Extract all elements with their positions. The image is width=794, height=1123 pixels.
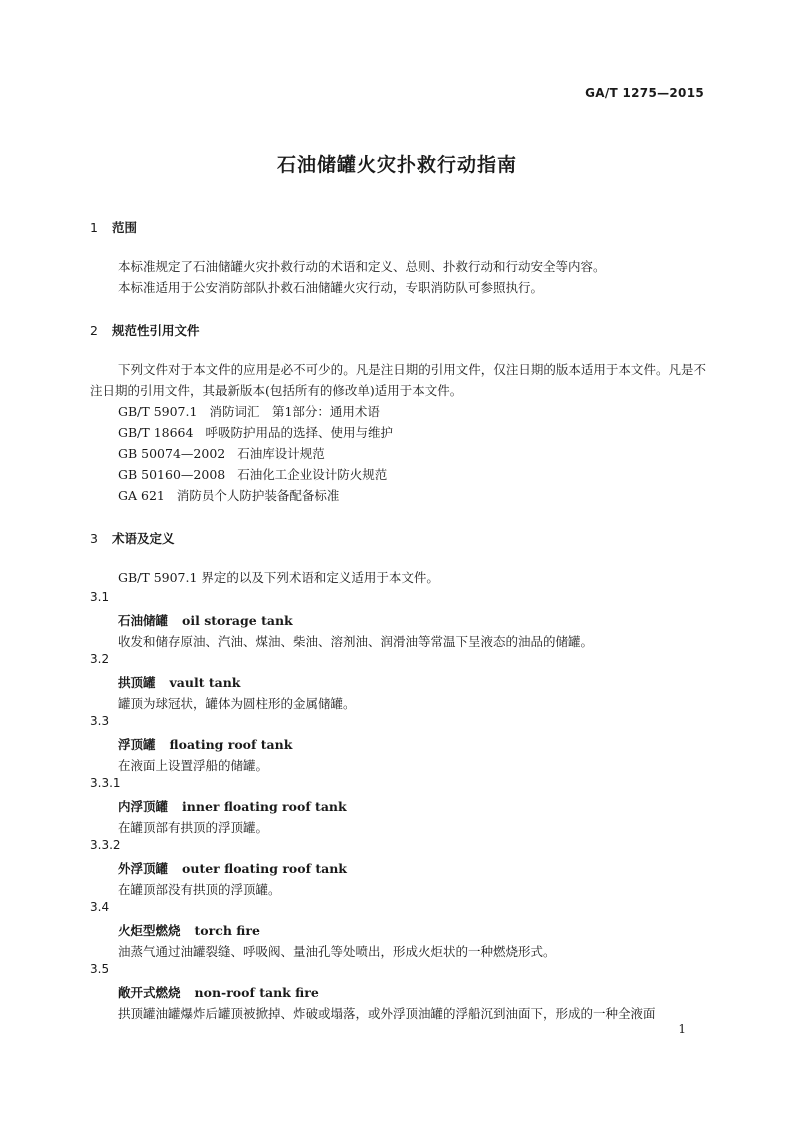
term-number: 3.3.2 bbox=[90, 838, 121, 852]
term-number: 3.4 bbox=[90, 900, 110, 914]
section-number: 1 bbox=[90, 220, 98, 235]
term-heading bbox=[118, 797, 347, 815]
section-number: 3 bbox=[90, 531, 98, 546]
section-title: 范围 bbox=[112, 220, 138, 235]
term-definition: 在罐顶部有拱顶的浮顶罐。 bbox=[118, 820, 269, 835]
term-zh: 敞开式燃烧 bbox=[118, 985, 181, 1000]
term-zh: 浮顶罐 bbox=[118, 737, 156, 752]
term-number: 3.3 bbox=[90, 714, 110, 728]
term-number: 3.3.1 bbox=[90, 776, 121, 790]
section-title: 术语及定义 bbox=[112, 531, 175, 546]
section-heading-scope bbox=[90, 218, 137, 236]
term-en: oil storage tank bbox=[182, 613, 293, 628]
term-en: floating roof tank bbox=[169, 737, 293, 752]
terms-intro-paragraph: GB/T 5907.1 界定的以及下列术语和定义适用于本文件。 bbox=[118, 570, 439, 585]
reference-item bbox=[118, 443, 325, 464]
reference-code: GB/T 18664 bbox=[118, 425, 194, 440]
reference-code: GB/T 5907.1 bbox=[118, 404, 198, 419]
term-heading bbox=[118, 921, 260, 939]
reference-title: 消防员个人防护装备配备标准 bbox=[176, 488, 340, 503]
section-number: 2 bbox=[90, 323, 98, 338]
term-heading bbox=[118, 735, 292, 753]
scope-paragraph-1: 本标准规定了石油储罐火灾扑救行动的术语和定义、总则、扑救行动和行动安全等内容。 bbox=[118, 259, 606, 274]
term-en: vault tank bbox=[169, 675, 241, 690]
section-heading-terms bbox=[90, 529, 175, 547]
reference-title: 石油库设计规范 bbox=[237, 446, 325, 461]
section-heading-normative-references bbox=[90, 321, 200, 339]
reference-item bbox=[118, 464, 387, 485]
page-number: 1 bbox=[678, 1022, 686, 1036]
standard-code: GA/T 1275—2015 bbox=[585, 86, 704, 100]
term-number: 3.5 bbox=[90, 962, 110, 976]
term-definition: 罐顶为球冠状，罐体为圆柱形的金属储罐。 bbox=[118, 696, 356, 711]
term-definition: 收发和储存原油、汽油、煤油、柴油、溶剂油、润滑油等常温下呈液态的油品的储罐。 bbox=[118, 634, 594, 649]
term-en: outer floating roof tank bbox=[182, 861, 347, 876]
term-heading bbox=[118, 983, 319, 1001]
term-definition: 在罐顶部没有拱顶的浮顶罐。 bbox=[118, 882, 281, 897]
reference-code: GB 50160—2008 bbox=[118, 467, 226, 482]
section-title: 规范性引用文件 bbox=[112, 323, 200, 338]
term-number: 3.2 bbox=[90, 652, 110, 666]
term-en: inner floating roof tank bbox=[182, 799, 347, 814]
term-en: torch fire bbox=[194, 923, 260, 938]
reference-item bbox=[118, 485, 339, 506]
term-definition: 拱顶罐油罐爆炸后罐顶被掀掉、炸破或塌落，或外浮顶油罐的浮船沉到油面下，形成的一种全液面 bbox=[118, 1006, 656, 1021]
term-zh: 拱顶罐 bbox=[118, 675, 156, 690]
term-zh: 内浮顶罐 bbox=[118, 799, 169, 814]
term-number: 3.1 bbox=[90, 590, 110, 604]
reference-code: GA 621 bbox=[118, 488, 165, 503]
term-heading bbox=[118, 859, 347, 877]
term-definition: 在液面上设置浮船的储罐。 bbox=[118, 758, 269, 773]
term-zh: 石油储罐 bbox=[118, 613, 169, 628]
reference-item bbox=[118, 401, 380, 422]
term-zh: 火炬型燃烧 bbox=[118, 923, 181, 938]
term-heading bbox=[118, 611, 293, 629]
reference-title: 石油化工企业设计防火规范 bbox=[237, 467, 388, 482]
document-title: 石油储罐火灾扑救行动指南 bbox=[276, 154, 517, 176]
term-heading bbox=[118, 673, 240, 691]
scope-paragraph-2: 本标准适用于公安消防部队扑救石油储罐火灾行动，专职消防队可参照执行。 bbox=[118, 280, 544, 295]
term-zh: 外浮顶罐 bbox=[118, 861, 169, 876]
reference-code: GB 50074—2002 bbox=[118, 446, 226, 461]
references-intro-paragraph: 下列文件对于本文件的应用是必不可少的。凡是注日期的引用文件，仅注日期的版本适用于本文件。凡是不注日期的引用文件，其最新版本(包括所有的修改单)适用于本文件。 bbox=[90, 362, 706, 398]
term-en: non-roof tank fire bbox=[194, 985, 319, 1000]
reference-title: 消防词汇 第1部分：通用术语 bbox=[209, 404, 380, 419]
term-definition: 油蒸气通过油罐裂缝、呼吸阀、量油孔等处喷出，形成火炬状的一种燃烧形式。 bbox=[118, 944, 556, 959]
reference-item bbox=[118, 422, 393, 443]
reference-title: 呼吸防护用品的选择、使用与维护 bbox=[205, 425, 393, 440]
